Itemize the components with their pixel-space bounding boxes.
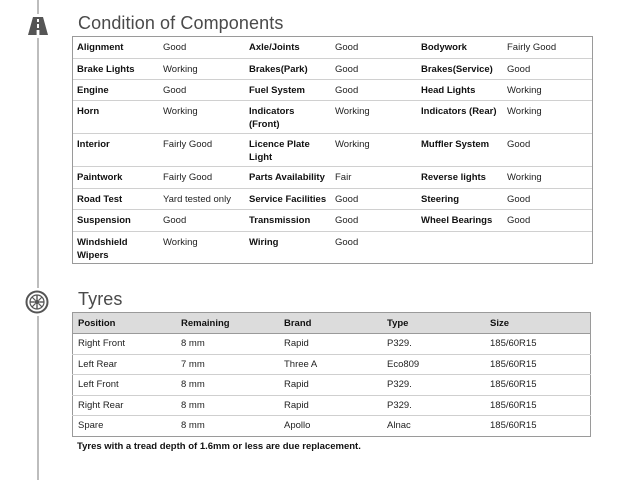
components-table [72, 36, 593, 264]
table-row [73, 395, 591, 416]
table-cell: Rapid [279, 375, 382, 396]
table-cell: Apollo [284, 420, 311, 432]
component-value: Fairly Good [163, 172, 213, 183]
table-cell: Left Rear [73, 354, 177, 375]
component-value: Working [507, 172, 542, 183]
component-value: Good [163, 42, 187, 53]
tyre-replacement-note: Tyres with a tread depth of 1.6mm or less are due replacement. [77, 441, 361, 452]
component-label: Parts Availability [249, 172, 325, 183]
table-cell: 8 mm [176, 395, 279, 416]
component-label: Reverse lights [421, 172, 486, 183]
table-cell: Eco809 [382, 354, 485, 375]
table-row [73, 80, 592, 101]
table-cell: Spare [78, 420, 104, 432]
column-header: Position [73, 313, 177, 334]
component-label: Suspension [77, 215, 131, 226]
component-label: Brakes(Service) [421, 64, 493, 75]
component-label: Service Facilities [249, 194, 327, 205]
table-cell: 185/60R15 [485, 334, 591, 355]
component-label: Head Lights [421, 85, 476, 96]
component-label: Fuel System [249, 85, 305, 96]
table-row [73, 232, 592, 263]
component-value: Working [335, 139, 370, 150]
component-label: Alignment [77, 42, 124, 53]
component-label: Engine [77, 85, 109, 96]
section-title-components: Condition of Components [78, 13, 284, 33]
component-value: Working [163, 237, 198, 248]
component-value: Fair [335, 172, 352, 183]
table-cell: Rapid [279, 395, 382, 416]
component-value: Working [335, 106, 370, 117]
table-cell: 7 mm [176, 354, 279, 375]
table-cell: Right Front [73, 334, 177, 355]
column-header: Type [382, 313, 485, 334]
table-cell: 8 mm [181, 420, 205, 432]
component-label: Interior [77, 139, 110, 150]
component-label: Road Test [77, 194, 123, 205]
component-label: Indicators (Front) [249, 106, 295, 130]
component-value: Good [335, 42, 359, 53]
table-row [73, 416, 591, 437]
component-label [417, 232, 503, 263]
table-cell: Rapid [279, 334, 382, 355]
section-title-tyres: Tyres [78, 289, 123, 309]
component-label: Brake Lights [77, 64, 135, 75]
column-header: Brand [279, 313, 382, 334]
component-value: Good [507, 64, 531, 75]
timeline-line [37, 0, 39, 480]
component-value: Good [507, 194, 531, 205]
component-label: Bodywork [421, 42, 467, 53]
component-value: Good [163, 85, 187, 96]
table-row [73, 375, 591, 396]
table-row [73, 37, 592, 59]
column-header: Size [485, 313, 591, 334]
table-cell: 185/60R15 [485, 375, 591, 396]
table-cell: P329. [382, 375, 485, 396]
component-label: Paintwork [77, 172, 123, 183]
table-row [73, 101, 592, 134]
component-value: Good [507, 215, 531, 226]
component-value: Yard tested only [163, 194, 231, 205]
table-cell: Alnac [387, 420, 411, 432]
tyre-icon [22, 288, 52, 316]
component-value: Fairly Good [507, 42, 557, 53]
component-label: Steering [421, 194, 460, 205]
component-label: Muffler System [421, 139, 490, 150]
component-label: Indicators (Rear) [421, 106, 497, 117]
table-row [73, 134, 592, 167]
component-value: Working [507, 85, 542, 96]
table-header-row [73, 313, 591, 334]
component-value: Good [335, 85, 359, 96]
table-cell: Three A [279, 354, 382, 375]
table-cell: 185/60R15 [485, 395, 591, 416]
table-cell: P329. [382, 334, 485, 355]
component-value: Good [335, 64, 359, 75]
table-cell: 185/60R15 [485, 354, 591, 375]
table-row [73, 334, 591, 355]
table-cell: 8 mm [176, 375, 279, 396]
table-cell: P329. [382, 395, 485, 416]
tyres-table [72, 312, 591, 437]
table-cell: 8 mm [176, 334, 279, 355]
component-label: Axle/Joints [249, 42, 300, 53]
table-row [73, 189, 592, 210]
component-label: Wiring [249, 237, 279, 248]
component-value: Working [507, 106, 542, 117]
component-value: Working [163, 64, 198, 75]
component-value: Good [507, 139, 531, 150]
component-value: Working [163, 106, 198, 117]
component-value: Good [335, 215, 359, 226]
component-label: Brakes(Park) [249, 64, 308, 75]
table-row [73, 167, 592, 189]
component-value: Good [335, 237, 359, 248]
table-cell: 185/60R15 [490, 420, 537, 432]
component-value [503, 232, 592, 263]
table-row [73, 210, 592, 232]
table-cell: Right Rear [73, 395, 177, 416]
component-value: Good [335, 194, 359, 205]
component-label: Licence Plate Light [249, 139, 310, 163]
component-value: Fairly Good [163, 139, 213, 150]
table-row [73, 59, 592, 80]
road-icon [24, 14, 52, 38]
table-cell: Left Front [73, 375, 177, 396]
component-label: Horn [77, 106, 100, 117]
column-header: Remaining [176, 313, 279, 334]
component-label: Windshield Wipers [77, 237, 128, 261]
component-label: Transmission [249, 215, 311, 226]
component-label: Wheel Bearings [421, 215, 493, 226]
component-value: Good [163, 215, 187, 226]
table-row [73, 354, 591, 375]
